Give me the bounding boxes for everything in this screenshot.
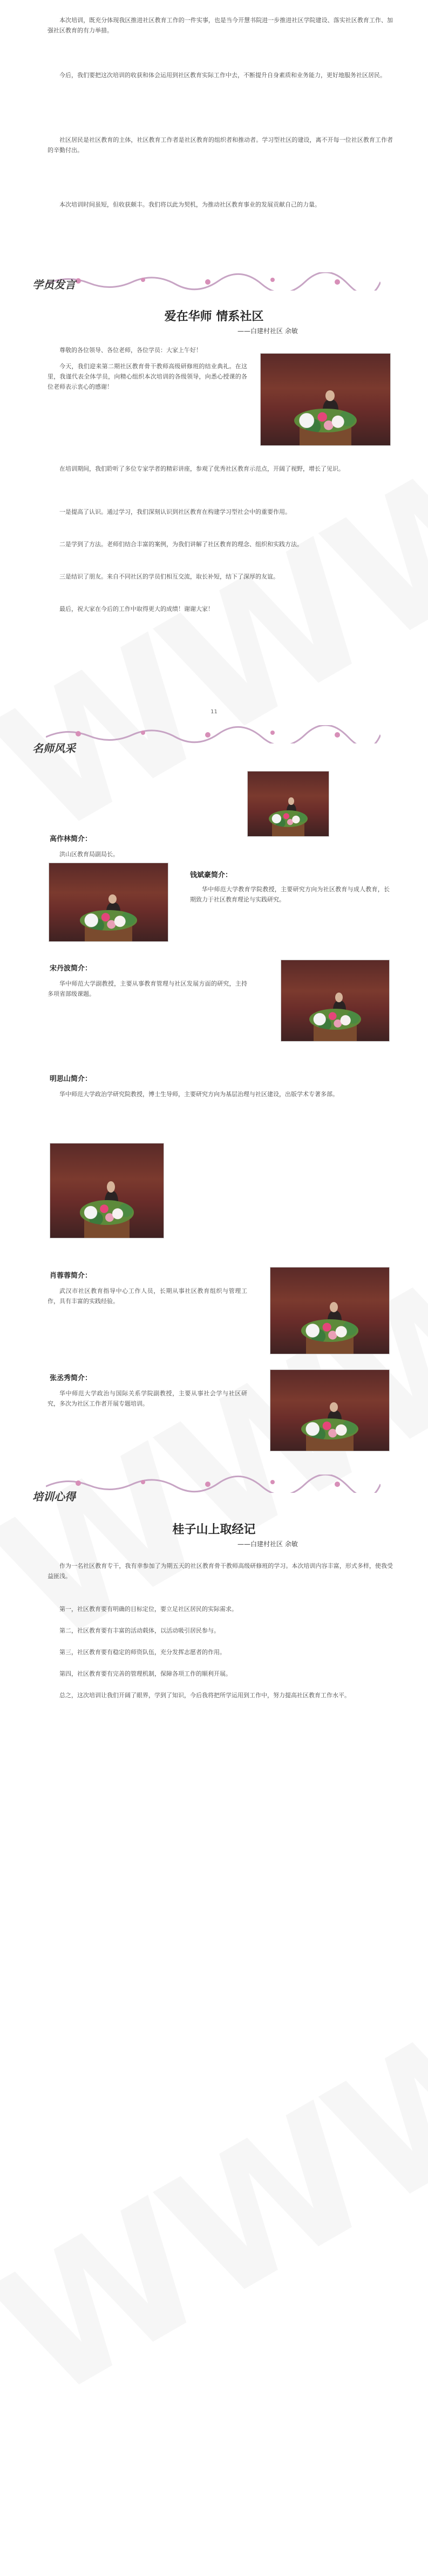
teacher-photo: [281, 960, 390, 1042]
intro-paragraph: 本次培训时间虽短，但收获颇丰。我们将以此为契机，为推动社区教育事业的发展贡献自己的力量。: [59, 201, 321, 208]
article-paragraph: 三是结识了朋友。来自不同社区的学员们相互交流，取长补短，结下了深厚的友谊。: [59, 573, 279, 580]
article-paragraph: 今天，我们迎来第二期社区教育骨干教师高级研修班的结业典礼。在这里，我谨代表全体学员，向精心组织本次培训的各级领导，向悉心授课的各位老师表示衷心的感谢！: [47, 363, 247, 390]
article-title: 桂子山上取经记: [172, 1523, 256, 1537]
article-paragraph: 尊敬的各位领导、各位老师，各位学员：大家上午好！: [59, 347, 202, 354]
article-paragraph: 作为一名社区教育专干，我有幸参加了为期五天的社区教育骨干教师高级研修班的学习。本次培训内容丰富，形式多样，使我受益匪浅。: [47, 1562, 393, 1580]
article-byline: ——白建村社区 余敏: [237, 327, 298, 335]
speaker-photo: [260, 353, 391, 446]
article-paragraph: 一是提高了认识。通过学习，我们深刻认识到社区教育在构建学习型社会中的重要作用。: [59, 508, 291, 515]
article-paragraph: 第四，社区教育要有完善的管理机制，保障各项工作的顺利开展。: [59, 1670, 232, 1677]
teacher-photo: [270, 1369, 390, 1451]
teacher-photo: [247, 771, 329, 837]
teacher-bio: 华中师范大学教育学院教授，主要研究方向为社区教育与成人教育，长期致力于社区教育理论与实践研究。: [190, 886, 390, 903]
teacher-name: 宋丹波简介：: [50, 965, 92, 973]
teacher-name: 高作林简介：: [50, 835, 92, 843]
intro-paragraph: 本次培训，既充分体现我区推进社区教育工作的一件实事，也是当今开慧书院进一步推进社区学院建设、落实社区教育工作、加强社区教育的有力举措。: [47, 17, 393, 34]
page-number: 11: [210, 709, 218, 715]
article-paragraph: 最后，祝大家在今后的工作中取得更大的成绩！谢谢大家！: [59, 605, 214, 612]
article-paragraph: 总之，这次培训让我们开阔了眼界，学到了知识，今后我将把所学运用到工作中，努力提高社区教育工作水平。: [59, 1692, 350, 1699]
floral-divider: [46, 725, 381, 743]
teacher-name: 明思山简介：: [50, 1075, 92, 1083]
teacher-name: 肖蓉蓉简介：: [50, 1272, 92, 1280]
article-paragraph: 二是学到了方法。老师们结合丰富的案例，为我们讲解了社区教育的理念、组织和实践方法。: [59, 541, 303, 548]
teacher-bio: 洪山区教育局副局长。: [59, 851, 119, 858]
article-paragraph: 第二，社区教育要有丰富的活动载体，以活动吸引居民参与。: [59, 1627, 220, 1634]
section-title-teacher-style: 名师风采: [32, 742, 76, 755]
floral-divider: [46, 272, 381, 291]
article-paragraph: 第三，社区教育要有稳定的师资队伍，充分发挥志愿者的作用。: [59, 1649, 226, 1656]
teacher-bio: 华中师范大学政治与国际关系学院副教授，主要从事社会学与社区研究，多次为社区工作者开展专题培训。: [47, 1390, 247, 1407]
article-title: 爱在华师 情系社区: [164, 309, 264, 323]
intro-paragraph: 今后，我们要把这次培训的收获和体会运用到社区教育实际工作中去，不断提升自身素质和业务能力，更好地服务社区居民。: [59, 72, 386, 79]
teacher-photo: [50, 1143, 164, 1238]
teacher-bio: 华中师范大学政治学研究院教授，博士生导师，主要研究方向为基层治理与社区建设，出版学术专著多部。: [59, 1091, 338, 1098]
watermark: [0, 1973, 428, 2439]
article-paragraph: 在培训期间，我们聆听了多位专家学者的精彩讲座，参观了优秀社区教育示范点，开阔了视野，增长了见识。: [59, 465, 344, 472]
article-byline: ——白建村社区 余敏: [237, 1540, 298, 1548]
section-title-training-notes: 培训心得: [32, 1490, 76, 1503]
teacher-bio: 华中师范大学副教授，主要从事教育管理与社区发展方面的研究，主持多项省部级课题。: [47, 980, 247, 997]
intro-paragraph: 社区居民是社区教育的主体，社区教育工作者是社区教育的组织者和推动者。学习型社区的建设，离不开每一位社区教育工作者的辛勤付出。: [47, 136, 393, 154]
teacher-name: 张丞秀简介：: [50, 1374, 92, 1382]
teacher-photo: [49, 863, 168, 942]
teacher-name: 钱斌豪简介：: [190, 871, 233, 879]
floral-divider: [46, 1475, 381, 1493]
section-title-trainee-voice: 学员发言: [32, 278, 76, 291]
teacher-photo: [270, 1267, 390, 1354]
teacher-bio: 武汉市社区教育指导中心工作人员，长期从事社区教育组织与管理工作，具有丰富的实践经验。: [47, 1287, 247, 1305]
watermark: [0, 410, 428, 876]
article-paragraph: 第一，社区教育要有明确的目标定位，要立足社区居民的实际需求。: [59, 1606, 237, 1613]
